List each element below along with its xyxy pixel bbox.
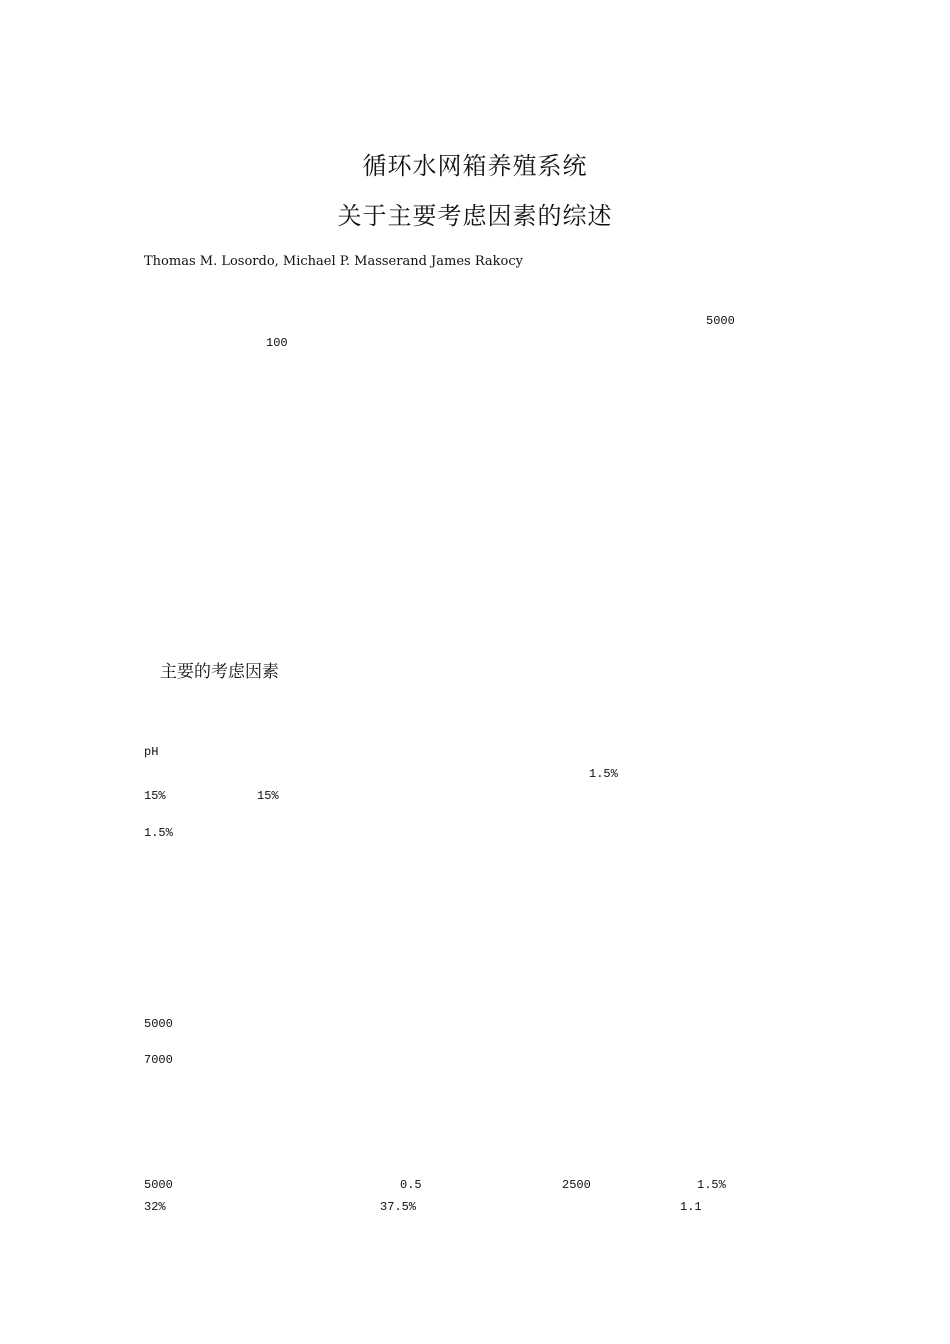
document-subtitle: 关于主要考虑因素的综述 xyxy=(337,202,613,230)
text-line: 5000 xyxy=(144,1017,173,1031)
text-line: 7000 xyxy=(144,1053,173,1067)
text-line: 1.5% xyxy=(589,767,618,781)
text-line: 37.5% xyxy=(380,1200,417,1214)
section-heading: 主要的考虑因素 xyxy=(160,662,279,682)
text-line: 5000 xyxy=(706,314,735,328)
authors-line: Thomas M. Losordo, Michael P. Masserand James Rakocy xyxy=(144,254,523,269)
text-line: 1.1 xyxy=(680,1200,702,1214)
document-title: 循环水网箱养殖系统 xyxy=(362,152,588,180)
text-line: 2500 xyxy=(562,1178,591,1192)
text-line: 100 xyxy=(266,336,288,350)
text-line: 15% xyxy=(257,789,279,803)
text-line: 15% xyxy=(144,789,166,803)
text-line: 1.5% xyxy=(144,826,173,840)
text-line: pH xyxy=(144,745,159,759)
text-line: 5000 xyxy=(144,1178,173,1192)
text-line: 1.5% xyxy=(697,1178,726,1192)
text-line: 32% xyxy=(144,1200,166,1214)
text-line: 0.5 xyxy=(400,1178,422,1192)
